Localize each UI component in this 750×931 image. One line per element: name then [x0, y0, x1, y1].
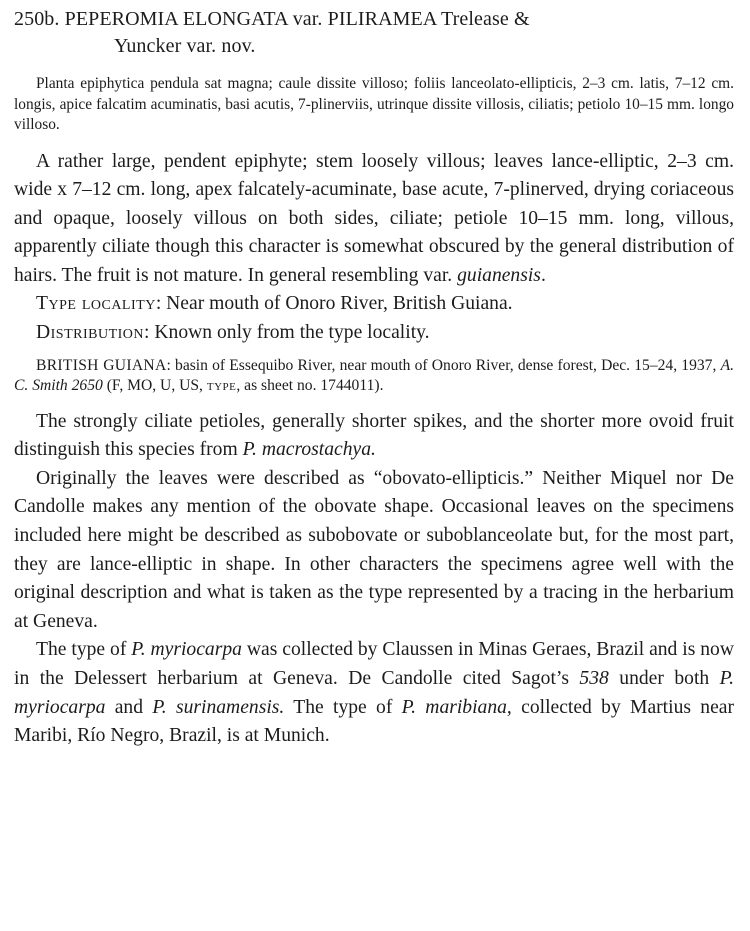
description-end: . — [540, 264, 546, 286]
species-macrostachya: P. macrostachya. — [242, 439, 376, 461]
discussion-p1-text: The strongly ciliate petioles, generally shorter spikes, and the shorter more ovoid fruit distinguish this species from — [14, 410, 734, 461]
specimen-type-word: type — [206, 377, 237, 395]
p3-text-b: was collected by Claussen in Minas Geraes, Brazil and is now in the Delessert herbarium at Geneva. De Candolle cited Sagot’s — [14, 639, 734, 689]
discussion-paragraph-1 — [14, 408, 734, 465]
taxon-heading-line-2: Yuncker var. nov. — [114, 35, 256, 57]
distribution-text: Known only from the type locality. — [154, 322, 430, 344]
taxon-heading-line-1: 250b. PEPEROMIA ELONGATA var. PILIRAMEA Trelease & — [14, 8, 530, 30]
sagot-number: 538 — [579, 668, 609, 689]
type-locality: Type locality: Near mouth of Onoro River, British Guiana. — [36, 293, 513, 315]
p3-text-f: collected by Martius near Maribi, Río Negro, Brazil, is at Munich. — [14, 696, 734, 747]
species-maribiana: P. maribiana, — [401, 696, 512, 718]
latin-diagnosis: Planta epiphytica pendula sat magna; caule dissite villoso; foliis lanceolato-ellipticis, 2–3 cm. latis, 7–12 cm. longis, apice falcatim acuminatis, basi acutis, 7-plinerviis, utrinque dissite villosis, ciliatis; petiolo 10–15 mm. longo villoso. — [14, 75, 734, 133]
type-locality-label: Type locality — [36, 293, 156, 315]
specimen-text: basin of Essequibo River, near mouth of Onoro River, dense forest, Dec. 15–24, 1937, — [175, 356, 717, 374]
taxon-heading — [14, 6, 734, 60]
description-text: A rather large, pendent epiphyte; stem loosely villous; leaves lance-elliptic, 2–3 cm. wide x 7–12 cm. long, apex falcately-acuminate, base acute, 7-plinerved, drying coriaceous and opaque, loosely villous on both sides, ciliate; petiole 10–15 mm. long, villous, apparently ciliate though this character is somewhat obscured by the general distribution of hairs. The fruit is not mature. In general resembling var. — [14, 150, 734, 286]
p3-text-e: The type of — [293, 696, 393, 718]
discussion-paragraph-2: Originally the leaves were described as “obovato-ellipticis.” Neither Miquel nor De Candolle makes any mention of the obovate shape. Occasional leaves on the specimens included here might be described as subobovate or suboblanceolate but, for the most part, they are lance-elliptic in shape. In other characters the specimens agree well with the original description and what is taken as the type represented by a tracing in the herbarium at Geneva. — [14, 467, 734, 632]
specimen-country: BRITISH GUIANA — [36, 356, 167, 374]
specimen-citation: BRITISH GUIANA: basin of Essequibo River, near mouth of Onoro River, dense forest, Dec. 15–24, 1937, A. C. Smith 2650 (F, MO, U, US, type, as sheet no. 1744011). — [14, 356, 734, 395]
distribution-label: Distribution — [36, 322, 145, 344]
english-description — [14, 148, 734, 291]
type-locality-text: Near mouth of Onoro River, British Guiana. — [166, 293, 513, 315]
discussion-paragraph-3 — [14, 636, 734, 750]
species-myriocarpa: P. myriocarpa — [131, 639, 242, 661]
distribution: Distribution: Known only from the type locality. — [36, 322, 430, 344]
species-myriocarpa-2: P. myriocarpa — [14, 668, 734, 718]
specimen-collector: A. C. Smith 2650 — [14, 356, 734, 395]
p3-text-d: and — [114, 696, 144, 718]
p3-text-c: under both — [619, 668, 710, 689]
variety-name: guianensis — [457, 264, 541, 286]
p3-text-a: The type of — [36, 639, 127, 661]
specimen-sheet: , as sheet no. 1744011). — [236, 377, 384, 395]
specimen-herbaria: (F, MO, U, US, — [106, 377, 203, 395]
species-surinamensis: P. surinamensis. — [152, 696, 285, 718]
